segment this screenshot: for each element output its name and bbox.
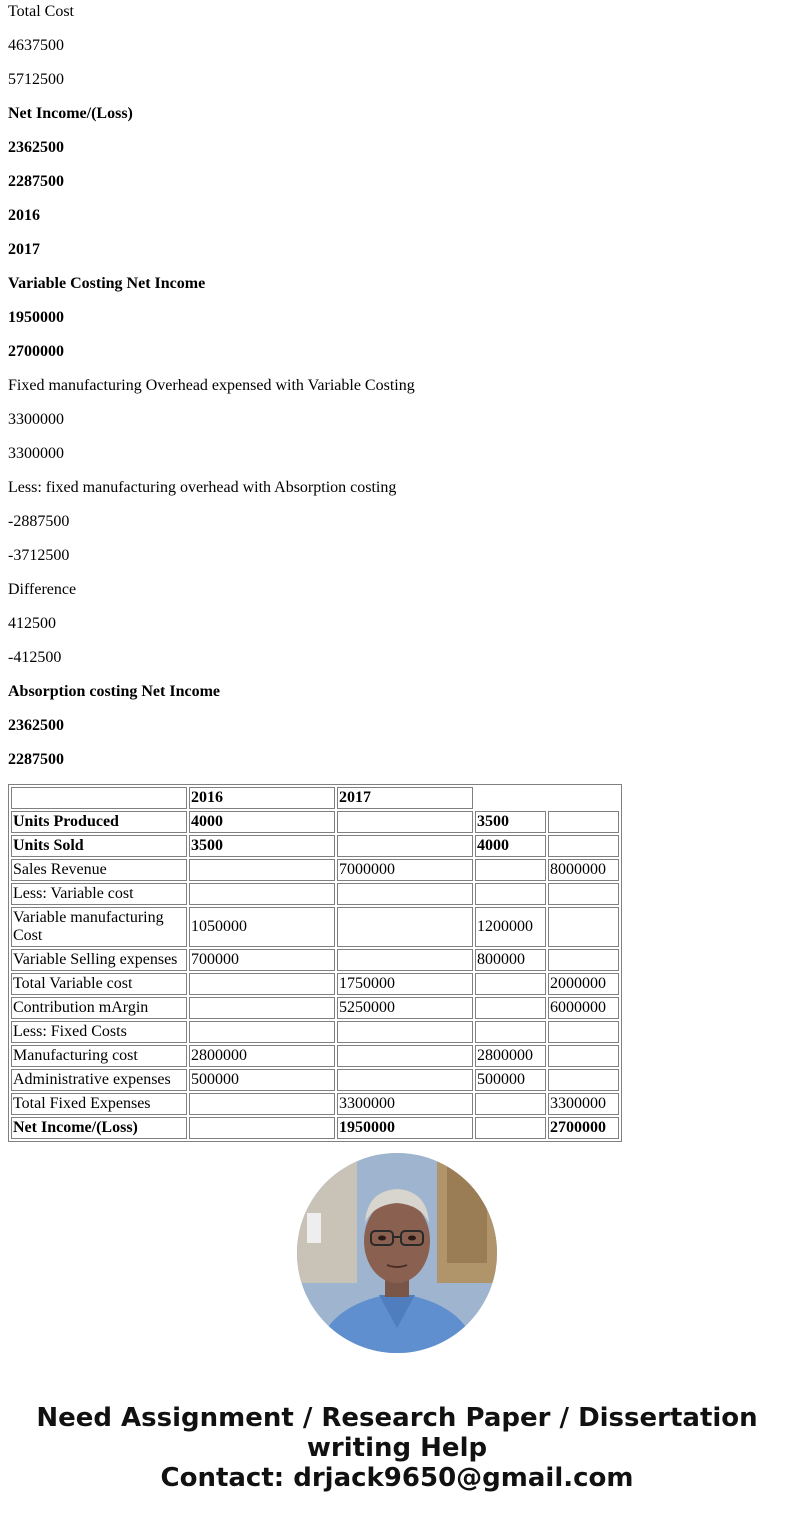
table-cell — [548, 835, 619, 857]
row-label-cell: Units Produced — [11, 811, 187, 833]
table-cell — [189, 859, 335, 881]
contact-banner — [0, 1403, 794, 1493]
table-cell: 5250000 — [337, 997, 473, 1019]
document-paragraph: 5712500 — [8, 71, 64, 88]
header-cell-blank — [11, 787, 187, 809]
table-cell: 1050000 — [189, 907, 335, 947]
table-cell: 500000 — [189, 1069, 335, 1091]
document-paragraph: Difference — [8, 581, 77, 598]
table-cell — [337, 1045, 473, 1067]
table-cell — [337, 1021, 473, 1043]
table-cell — [189, 883, 335, 905]
table-cell — [475, 1093, 546, 1115]
document-paragraph: 2700000 — [8, 343, 64, 360]
table-cell — [189, 973, 335, 995]
row-label-cell: Less: Variable cost — [11, 883, 187, 905]
document-paragraph: -3712500 — [8, 547, 70, 564]
row-label-cell: Net Income/(Loss) — [11, 1117, 187, 1139]
document-paragraph: 2362500 — [8, 717, 64, 734]
table-cell — [475, 997, 546, 1019]
document-paragraph: -2887500 — [8, 513, 70, 530]
document-paragraph: Total Cost — [8, 3, 74, 20]
table-cell: 2000000 — [548, 973, 619, 995]
table-cell — [548, 1021, 619, 1043]
author-portrait-image — [297, 1153, 497, 1353]
header-cell-empty — [475, 787, 619, 809]
row-label-cell: Less: Fixed Costs — [11, 1021, 187, 1043]
row-label-cell: Administrative expenses — [11, 1069, 187, 1091]
document-paragraph: Fixed manufacturing Overhead expensed with Variable Costing — [8, 377, 415, 394]
table-cell: 2800000 — [189, 1045, 335, 1067]
cta-line-1: Need Assignment / Research Paper / Dissertation — [36, 1403, 758, 1433]
row-label-cell: Units Sold — [11, 835, 187, 857]
table-cell: 700000 — [189, 949, 335, 971]
table-cell — [337, 907, 473, 947]
table-cell — [337, 1069, 473, 1091]
document-paragraph: 2017 — [8, 241, 40, 258]
document-paragraph: Less: fixed manufacturing overhead with Absorption costing — [8, 479, 397, 496]
table-row — [11, 811, 619, 833]
table-cell: 2800000 — [475, 1045, 546, 1067]
table-cell — [548, 1069, 619, 1091]
table-cell — [548, 949, 619, 971]
table-cell — [475, 1021, 546, 1043]
document-paragraph: Absorption costing Net Income — [8, 683, 220, 700]
document-paragraph: 3300000 — [8, 411, 64, 428]
document-paragraph: 1950000 — [8, 309, 64, 326]
table-cell — [548, 907, 619, 947]
table-cell — [548, 1045, 619, 1067]
table-cell — [337, 811, 473, 833]
header-cell-2017: 2017 — [337, 787, 473, 809]
table-cell — [475, 1117, 546, 1139]
table-cell — [337, 835, 473, 857]
table-cell: 7000000 — [337, 859, 473, 881]
table-row — [11, 997, 619, 1019]
table-cell: 2700000 — [548, 1117, 619, 1139]
row-label-cell: Manufacturing cost — [11, 1045, 187, 1067]
table-cell — [475, 883, 546, 905]
table-row — [11, 907, 619, 947]
cta-line-3: Contact: drjack9650@gmail.com — [160, 1463, 634, 1493]
document-body — [8, 0, 786, 1142]
document-paragraph: Variable Costing Net Income — [8, 275, 206, 292]
table-cell: 8000000 — [548, 859, 619, 881]
table-cell: 4000 — [475, 835, 546, 857]
table-cell — [475, 973, 546, 995]
table-cell: 1200000 — [475, 907, 546, 947]
table-cell: 3300000 — [548, 1093, 619, 1115]
income-statement-table — [8, 784, 622, 1142]
table-row — [11, 1069, 619, 1091]
paragraph-list — [8, 0, 786, 782]
row-label-cell: Total Variable cost — [11, 973, 187, 995]
row-label-cell: Variable Selling expenses — [11, 949, 187, 971]
table-cell — [337, 883, 473, 905]
table-row — [11, 1093, 619, 1115]
table-cell: 500000 — [475, 1069, 546, 1091]
document-paragraph: 2287500 — [8, 751, 64, 768]
table-cell — [189, 1117, 335, 1139]
table-cell: 4000 — [189, 811, 335, 833]
table-cell — [189, 1093, 335, 1115]
cta-line-2: writing Help — [306, 1433, 488, 1463]
table-cell — [548, 883, 619, 905]
table-row — [11, 883, 619, 905]
table-cell — [337, 949, 473, 971]
table-cell — [189, 1021, 335, 1043]
document-paragraph: 2362500 — [8, 139, 64, 156]
header-cell-2016: 2016 — [189, 787, 335, 809]
table-cell: 1950000 — [337, 1117, 473, 1139]
document-paragraph: 412500 — [8, 615, 56, 632]
table-row — [11, 1117, 619, 1139]
table-cell: 3300000 — [337, 1093, 473, 1115]
document-paragraph: Net Income/(Loss) — [8, 105, 133, 122]
document-paragraph: -412500 — [8, 649, 62, 666]
row-label-cell: Contribution mArgin — [11, 997, 187, 1019]
table-row — [11, 1045, 619, 1067]
author-avatar — [297, 1153, 497, 1353]
table-cell: 1750000 — [337, 973, 473, 995]
row-label-cell: Variable manufacturing Cost — [11, 907, 187, 947]
table-cell — [189, 997, 335, 1019]
document-paragraph: 2287500 — [8, 173, 64, 190]
table-cell: 6000000 — [548, 997, 619, 1019]
table-cell — [475, 859, 546, 881]
document-paragraph: 2016 — [8, 207, 40, 224]
table-header-row — [11, 787, 619, 809]
table-row — [11, 949, 619, 971]
row-label-cell: Total Fixed Expenses — [11, 1093, 187, 1115]
document-paragraph: 4637500 — [8, 37, 64, 54]
table-cell: 800000 — [475, 949, 546, 971]
row-label-cell: Sales Revenue — [11, 859, 187, 881]
document-paragraph: 3300000 — [8, 445, 64, 462]
table-cell: 3500 — [189, 835, 335, 857]
table-row — [11, 859, 619, 881]
table-row — [11, 973, 619, 995]
table-row — [11, 835, 619, 857]
table-cell: 3500 — [475, 811, 546, 833]
table-row — [11, 1021, 619, 1043]
table-cell — [548, 811, 619, 833]
